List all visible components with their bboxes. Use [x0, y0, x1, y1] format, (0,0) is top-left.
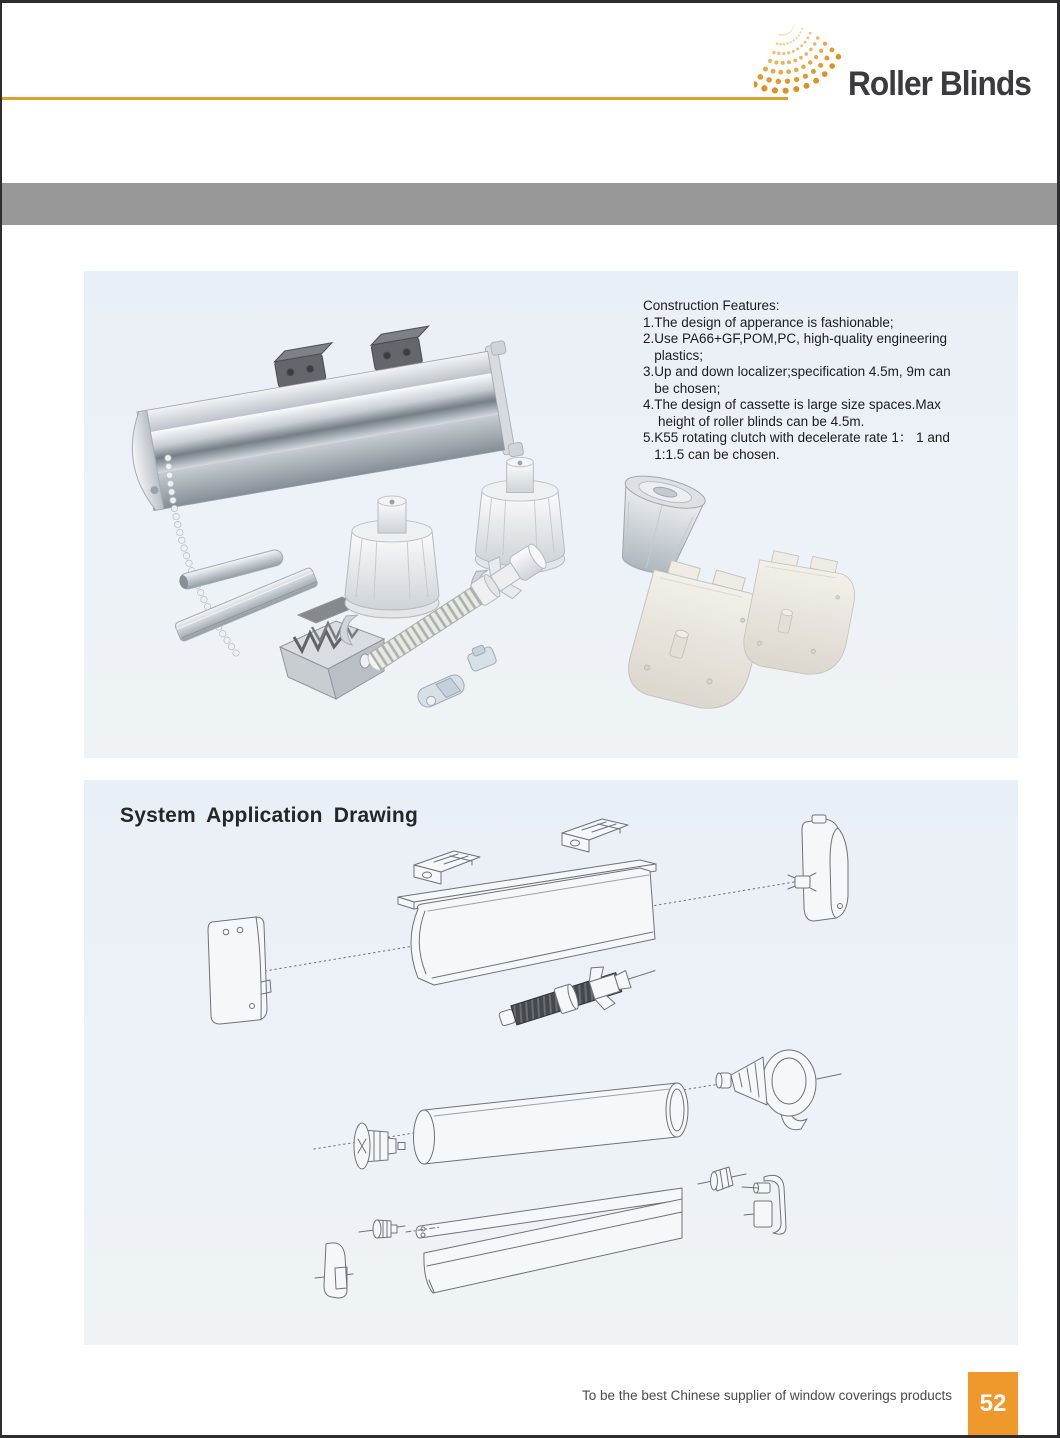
- features-line: 2.Use PA66+GF,POM,PC, high-quality engineering: [643, 331, 948, 346]
- brand-title: Roller Blinds: [848, 65, 1031, 103]
- plastic-clip-photo: [415, 672, 467, 710]
- features-line: 3.Up and down localizer;specification 4.5m, 9m can: [643, 364, 951, 379]
- features-line: 4.The design of cassette is large size spaces.Max: [643, 397, 941, 412]
- footer-tagline: To be the best Chinese supplier of window coverings products: [582, 1388, 952, 1403]
- logo-fan-icon: [754, 17, 852, 115]
- end-cover-photo-right: [738, 546, 862, 683]
- features-line: 5.K55 rotating clutch with decelerate rate 1： 1 and: [643, 430, 950, 445]
- features-line: 1.The design of apperance is fashionable;: [643, 314, 894, 330]
- section-divider-band: [2, 183, 1057, 225]
- end-cap-drawing-left: [208, 917, 271, 1024]
- page-number-badge: 52: [968, 1372, 1018, 1435]
- cone-fitting-drawing: [698, 1167, 746, 1191]
- system-application-drawing: [84, 780, 1018, 1345]
- product-photo-panel: [84, 271, 1018, 758]
- features-line: 1:1.5 can be chosen.: [643, 446, 780, 462]
- features-line: be chosen;: [643, 380, 721, 396]
- hook-bracket-drawing: [742, 1175, 786, 1234]
- clutch-drawing: [716, 1050, 841, 1130]
- bar-end-cap-drawing: [315, 1243, 353, 1298]
- tube-plug-drawing: [354, 1123, 405, 1169]
- features-line: plastics;: [643, 347, 704, 363]
- construction-features: [643, 298, 988, 463]
- system-drawing-panel: [84, 780, 1018, 1345]
- cassette-housing-photo: [119, 314, 524, 521]
- features-title: Construction Features:: [643, 298, 780, 313]
- end-cover-drawing-right: [788, 815, 848, 921]
- gray-cone-photo: [606, 470, 709, 582]
- mount-bracket-drawing-right: [562, 819, 628, 852]
- features-line: height of roller blinds can be 4.5m.: [643, 413, 865, 429]
- plastic-clip-photo-2: [465, 642, 497, 672]
- bar-plug-drawing: [359, 1220, 405, 1238]
- roller-tube-drawing: [414, 1083, 689, 1164]
- header-accent-rule: [2, 97, 788, 100]
- mount-bracket-drawing-left: [414, 851, 480, 884]
- drawing-section-title: System Application Drawing: [120, 804, 418, 827]
